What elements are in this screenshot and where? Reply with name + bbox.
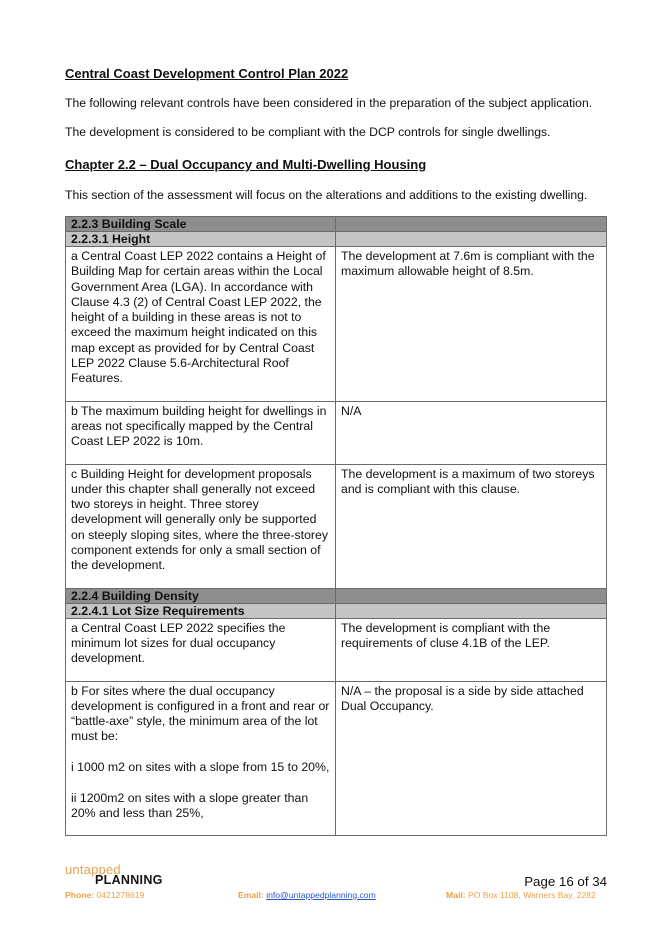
email-link[interactable]: info@untappedplanning.com — [266, 890, 376, 900]
section-title-blank — [336, 217, 607, 232]
untapped-planning-logo — [65, 862, 185, 888]
control-cell: a Central Coast LEP 2022 contains a Height of Building Map for certain areas within the Local Government Area (LGA). In accordance with Clause 4.3 (2) of Central Coast LEP 2022, the height of a building in these areas is not to exceed the maximum height indicated on this map except as provided for by Central Coast LEP 2022 Clause 5.6-Architectural Roof Features. — [66, 247, 336, 402]
comment-cell: N/A – the proposal is a side by side attached Dual Occupancy. — [336, 681, 607, 836]
section-title-blank — [336, 588, 607, 603]
section-title: 2.2.4 Building Density — [66, 588, 336, 603]
page-number: Page 16 of 34 — [524, 874, 607, 889]
logo-text-untapped: untapped — [65, 862, 121, 877]
table-row — [66, 681, 607, 836]
control-cell: a Central Coast LEP 2022 specifies the minimum lot sizes for dual occupancy development. — [66, 618, 336, 681]
subsection-title-blank — [336, 232, 607, 247]
comment-cell: The development at 7.6m is compliant with the maximum allowable height of 8.5m. — [336, 247, 607, 402]
mail-value: PO Box 1108, Warners Bay, 2282 — [467, 890, 596, 900]
section-title: 2.2.3 Building Scale — [66, 217, 336, 232]
control-cell: b The maximum building height for dwellings in areas not specifically mapped by the Central Coast LEP 2022 is 10m. — [66, 401, 336, 464]
table-section-header — [66, 217, 607, 232]
table-row — [66, 464, 607, 588]
table-section-header — [66, 588, 607, 603]
subsection-title: 2.2.4.1 Lot Size Requirements — [66, 603, 336, 618]
footer-email — [238, 890, 376, 900]
control-cell: c Building Height for development proposals under this chapter shall generally not exceed two storeys in height. Three storey development will generally only be supported on steeply sloping sites, where the three-storey component extends for only a small section of the development. — [66, 464, 336, 588]
table-row — [66, 401, 607, 464]
phone-label: Phone: — [65, 890, 95, 900]
subsection-title-blank — [336, 603, 607, 618]
logo-text-planning: PLANNING — [95, 873, 163, 887]
section-heading-dcp: Central Coast Development Control Plan 2022 — [65, 66, 349, 81]
table-subsection-header — [66, 232, 607, 247]
controls-table — [65, 216, 607, 836]
table-subsection-header — [66, 603, 607, 618]
control-cell: b For sites where the dual occupancy development is configured in a front and rear or “battle-axe” style, the minimum area of the lot must be: i 1000 m2 on sites with a slope from 15 to 20%, ii 1200m2 on sites with a slope greater than 20% and less than 25%, — [66, 681, 336, 836]
comment-cell: N/A — [336, 401, 607, 464]
table-row — [66, 618, 607, 681]
footer-mail — [446, 890, 596, 900]
email-label: Email: — [238, 890, 264, 900]
comment-cell: The development is a maximum of two storeys and is compliant with this clause. — [336, 464, 607, 588]
subsection-title: 2.2.3.1 Height — [66, 232, 336, 247]
table-row — [66, 247, 607, 402]
comment-cell: The development is compliant with the requirements of cluse 4.1B of the LEP. — [336, 618, 607, 681]
scope-paragraph: This section of the assessment will focus on the alterations and additions to the existing dwelling. — [65, 188, 588, 202]
footer-phone — [65, 890, 144, 900]
chapter-heading: Chapter 2.2 – Dual Occupancy and Multi-Dwelling Housing — [65, 157, 427, 172]
intro-paragraph: The following relevant controls have been considered in the preparation of the subject application. — [65, 96, 593, 110]
phone-value: 0421278619 — [96, 890, 145, 900]
compliance-paragraph: The development is considered to be compliant with the DCP controls for single dwellings. — [65, 125, 551, 139]
mail-label: Mail: — [446, 890, 466, 900]
